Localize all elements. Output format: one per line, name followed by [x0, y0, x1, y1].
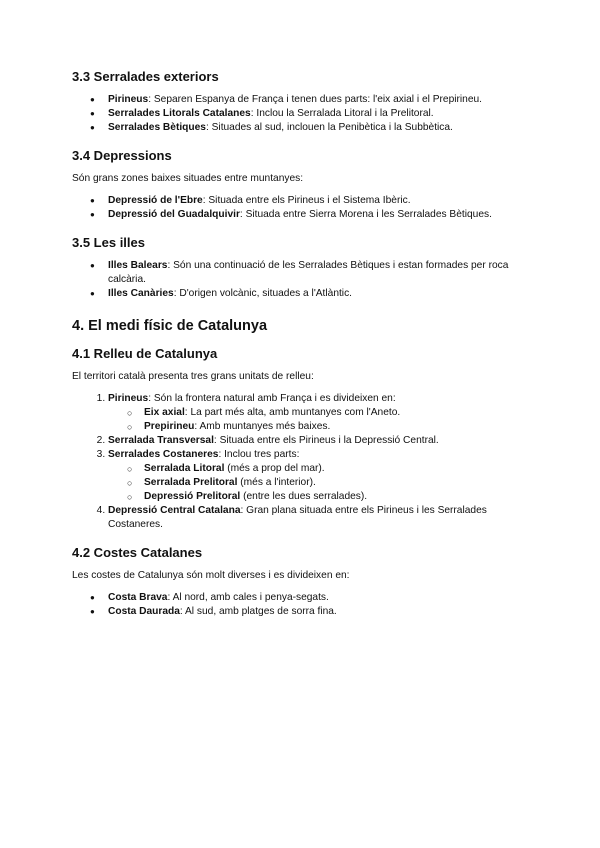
item-desc: (més a prop del mar).: [224, 463, 325, 474]
sublist-serralades-costaneres: [108, 462, 532, 504]
item-desc: : Són la frontera natural amb França i es divideixen en:: [148, 393, 396, 404]
heading-costes-catalanes: 4.2 Costes Catalanes: [72, 545, 203, 560]
item-desc: : Inclou la Serralada Litoral i la Prelitoral.: [250, 108, 434, 119]
heading-depressions: 3.4 Depressions: [72, 148, 172, 163]
item-term: Illes Canàries: [108, 288, 174, 299]
list-relleu-catalunya: [72, 392, 532, 532]
item-desc: : Situada entre els Pirineus i el Sistema Ibèric.: [202, 195, 411, 206]
sublist-pirineus: [108, 406, 532, 434]
list-item: [108, 208, 532, 222]
item-desc: : La part més alta, amb muntanyes com l'Aneto.: [184, 407, 401, 418]
document-page: [72, 68, 532, 631]
heading-medi-fisic-catalunya: 4. El medi físic de Catalunya: [72, 318, 268, 334]
item-desc: : Inclou tres parts:: [218, 449, 300, 460]
list-item: [108, 605, 532, 619]
item-term: Illes Balears: [108, 260, 168, 271]
item-term: Serralada Transversal: [108, 435, 214, 446]
list-serralades-exteriors: [72, 93, 532, 135]
list-item: [108, 259, 532, 287]
item-term: Depressió Prelitoral: [144, 491, 241, 502]
item-term: Depressió del Guadalquivir: [108, 209, 240, 220]
item-term: Serralada Prelitoral: [144, 477, 238, 488]
item-desc: : Al nord, amb cales i penya-segats.: [167, 592, 329, 603]
list-item: [108, 504, 532, 532]
list-item: [108, 287, 532, 301]
list-item: [108, 392, 532, 434]
item-term: Depressió de l'Ebre: [108, 195, 203, 206]
item-term: Pirineus: [108, 94, 149, 105]
sublist-item: [144, 462, 532, 476]
item-term: Costa Daurada: [108, 606, 180, 617]
list-les-illes: [72, 259, 532, 301]
item-desc: : Situades al sud, inclouen la Penibètica i la Subbètica.: [205, 122, 453, 133]
item-term: Serralades Litorals Catalanes: [108, 108, 251, 119]
list-item: [108, 93, 532, 107]
item-term: Costa Brava: [108, 592, 168, 603]
item-term: Prepirineu: [144, 421, 195, 432]
list-item: [108, 591, 532, 605]
item-desc: : Amb muntanyes més baixes.: [194, 421, 331, 432]
paragraph-costes-intro: Les costes de Catalunya són molt diverses i es divideixen en:: [72, 570, 350, 581]
sublist-item: [144, 420, 532, 434]
item-desc: : Gran plana situada entre els Pirineus i les Serralades Costaneres.: [108, 505, 487, 530]
item-desc: : Són una continuació de les Serralades Bètiques i estan formades per roca calcària.: [108, 260, 509, 285]
item-desc: : Separen Espanya de França i tenen dues parts: l'eix axial i el Prepirineu.: [148, 94, 482, 105]
list-depressions: [72, 194, 532, 222]
list-item: [108, 121, 532, 135]
list-item: [108, 194, 532, 208]
heading-serralades-exteriors: 3.3 Serralades exteriors: [72, 69, 219, 84]
item-desc: : Al sud, amb platges de sorra fina.: [179, 606, 337, 617]
heading-les-illes: 3.5 Les illes: [72, 235, 145, 250]
list-item: [108, 448, 532, 504]
item-term: Serralades Costaneres: [108, 449, 219, 460]
list-costes-catalanes: [72, 591, 532, 619]
paragraph-depressions-intro: Són grans zones baixes situades entre muntanyes:: [72, 173, 304, 184]
item-term: Pirineus: [108, 393, 149, 404]
heading-relleu-catalunya: 4.1 Relleu de Catalunya: [72, 346, 218, 361]
item-term: Serralada Litoral: [144, 463, 225, 474]
item-term: Serralades Bètiques: [108, 122, 206, 133]
item-desc: (entre les dues serralades).: [240, 491, 368, 502]
sublist-item: [144, 490, 532, 504]
list-item: [108, 107, 532, 121]
item-term: Eix axial: [144, 407, 185, 418]
item-term: Depressió Central Catalana: [108, 505, 241, 516]
list-item: [108, 434, 532, 448]
sublist-item: [144, 476, 532, 490]
item-desc: : Situada entre Sierra Morena i les Serralades Bètiques.: [239, 209, 492, 220]
item-desc: : D'origen volcànic, situades a l'Atlàntic.: [173, 288, 352, 299]
sublist-item: [144, 406, 532, 420]
paragraph-relleu-intro: El territori català presenta tres grans unitats de relleu:: [72, 371, 314, 382]
item-desc: (més a l'interior).: [237, 477, 316, 488]
item-desc: : Situada entre els Pirineus i la Depressió Central.: [213, 435, 439, 446]
